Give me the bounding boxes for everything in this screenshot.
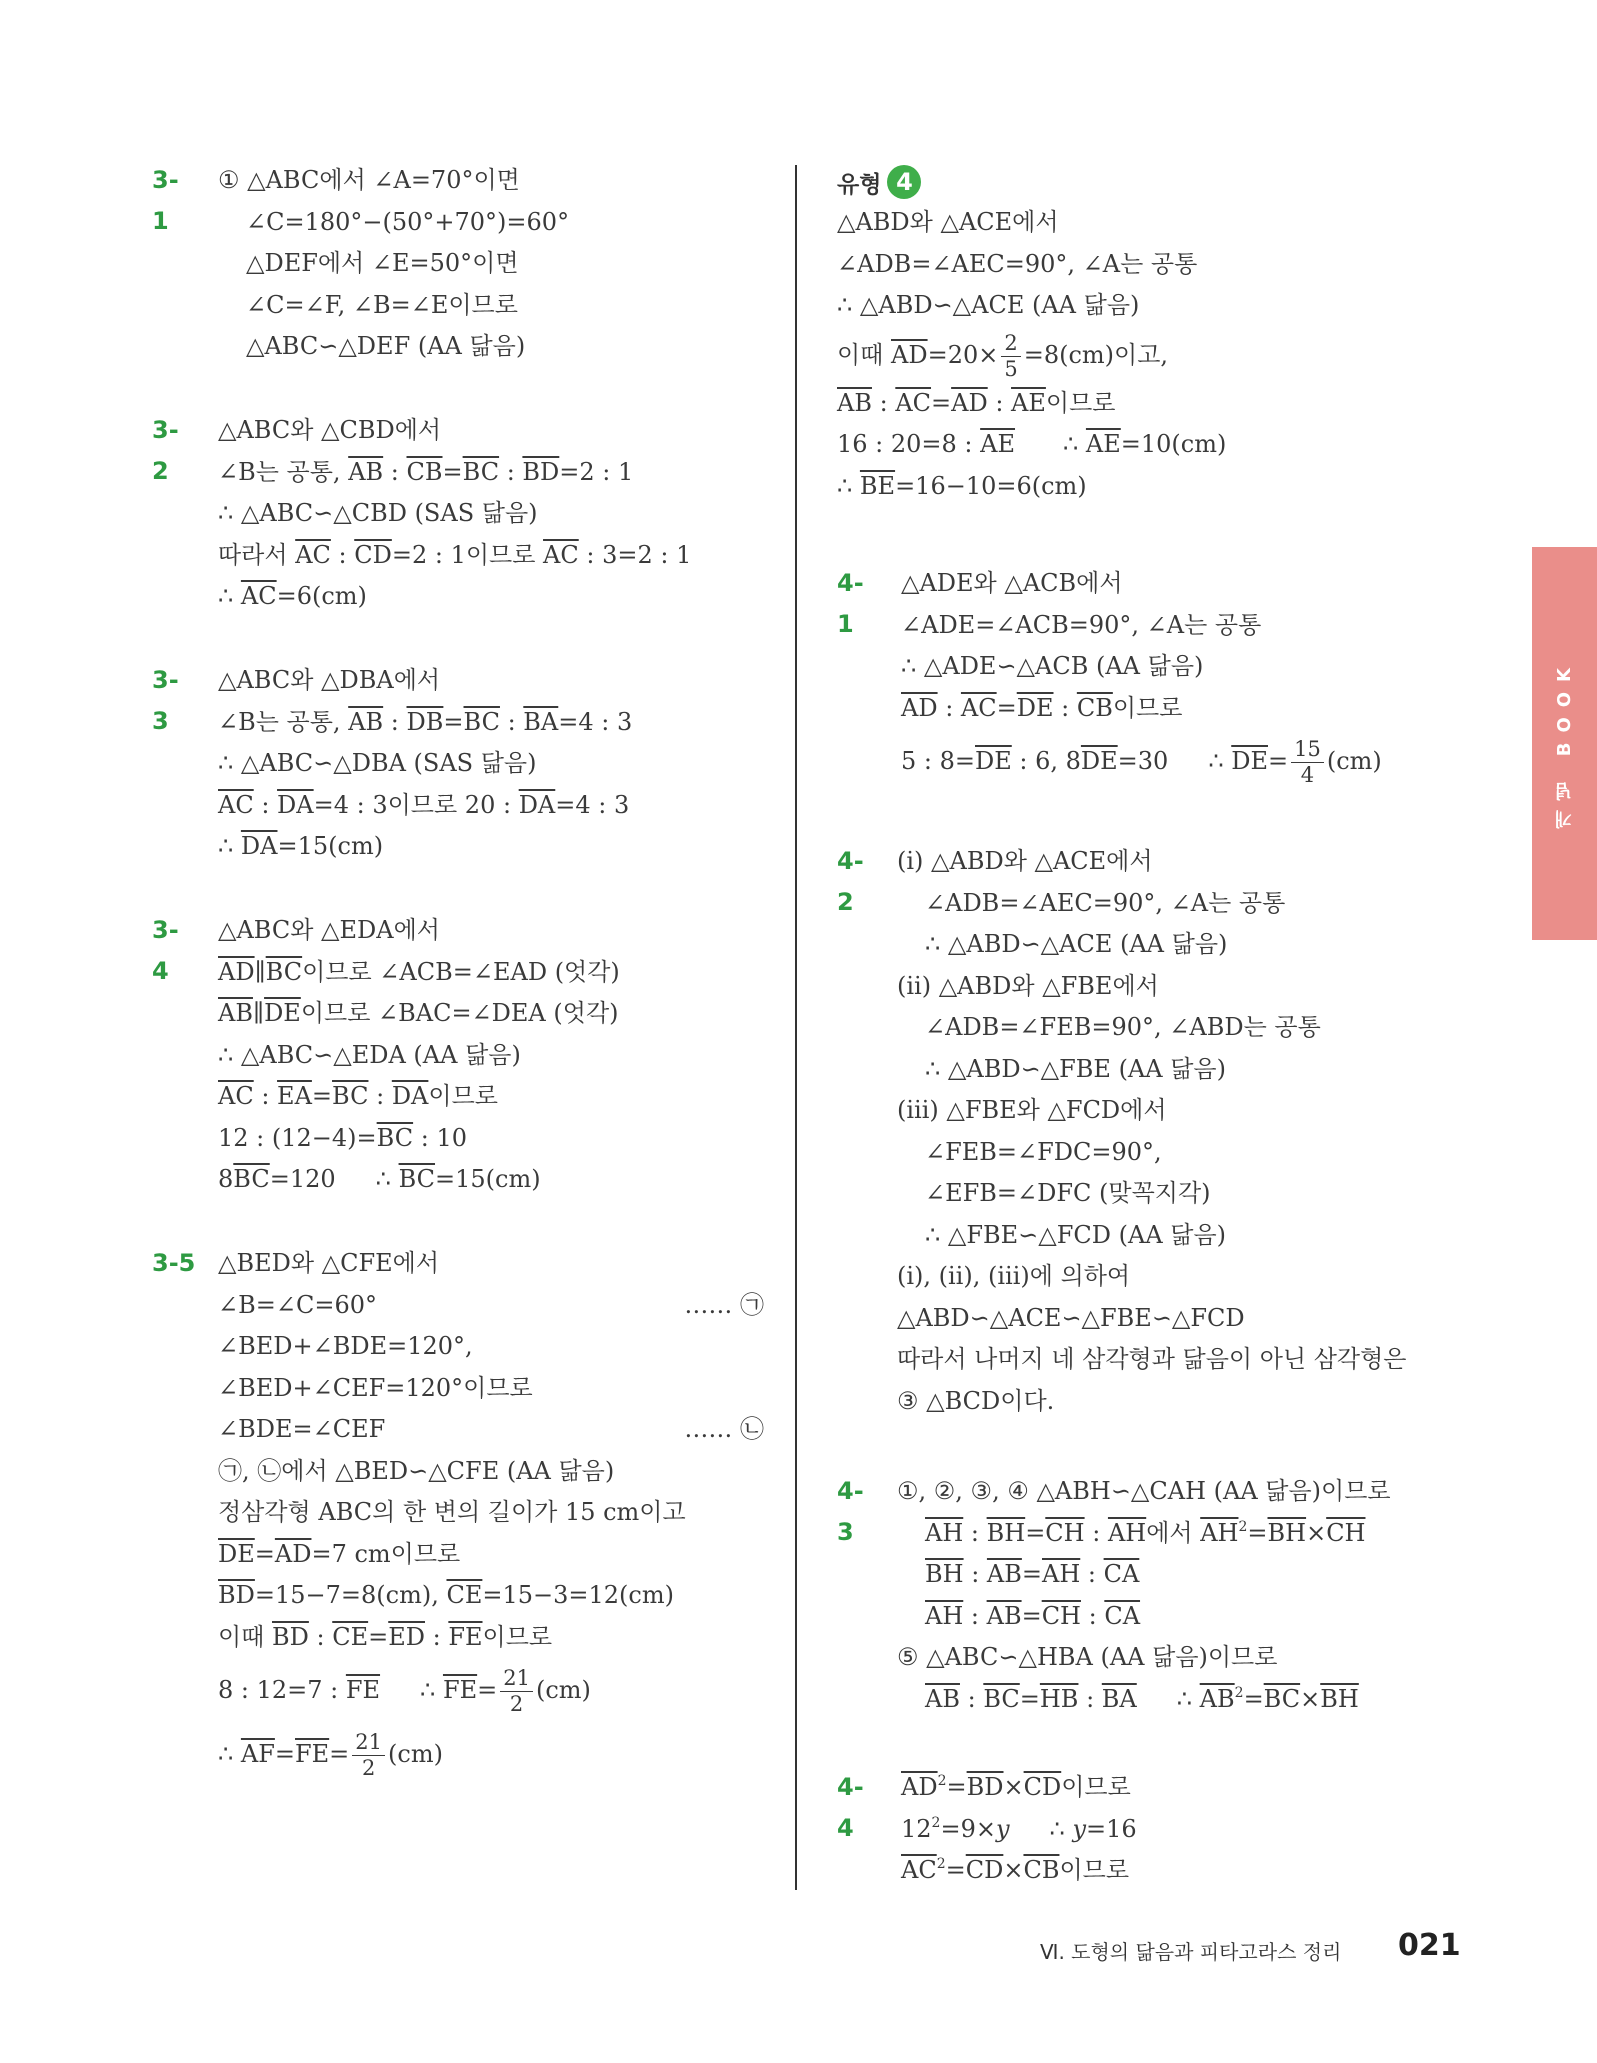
solution-line: ∴ △ADE∽△ACB (AA 닮음) bbox=[901, 652, 1204, 680]
text: =2 : 1이므로 bbox=[391, 540, 544, 569]
segment: $\overline{BC}$ bbox=[265, 957, 303, 986]
solution-line: ∠ADB=∠AEC=90°, ∠A는 공통 bbox=[837, 249, 1198, 278]
text: = bbox=[1019, 1684, 1040, 1713]
solution-line: ∴ △ABC∽△CBD (SAS 닮음) bbox=[218, 499, 538, 527]
text: (cm) bbox=[535, 1676, 591, 1704]
text: × bbox=[1300, 1684, 1321, 1713]
segment: $\overline{AD}$ bbox=[901, 693, 938, 722]
segment: $\overline{CB}$ bbox=[1076, 693, 1113, 722]
segment: $\overline{DE}$ bbox=[1080, 747, 1118, 775]
page-number: 021 bbox=[1398, 1928, 1461, 1963]
side-tab-label: 개념 BOOK bbox=[1553, 658, 1575, 829]
text: = bbox=[931, 388, 952, 417]
text: = bbox=[1021, 1601, 1042, 1630]
solution-line: ① △ABC에서 ∠A=70°이면 bbox=[218, 166, 520, 194]
segment: $\overline{AB}$ bbox=[925, 1684, 960, 1713]
text: =10(cm) bbox=[1120, 430, 1227, 458]
segment: $\overline{BH}$ bbox=[1267, 1518, 1307, 1547]
text: =20× bbox=[927, 340, 999, 369]
solution-line bbox=[897, 1596, 1391, 1638]
segment: $\overline{AC}$ bbox=[240, 582, 277, 610]
text: : bbox=[253, 790, 278, 819]
text: : bbox=[963, 1601, 987, 1630]
segment: $\overline{AE}$ bbox=[1085, 430, 1121, 458]
text: : bbox=[383, 707, 407, 736]
solution-line: (ⅲ) △FBE와 △FCD에서 bbox=[897, 1096, 1167, 1124]
text: : bbox=[987, 388, 1012, 417]
segment: $\overline{AD}$ bbox=[901, 1773, 938, 1801]
segment: $\overline{AC}$ bbox=[901, 1856, 937, 1884]
text: × bbox=[1306, 1518, 1327, 1547]
text: = bbox=[1268, 747, 1289, 775]
segment: $\overline{BD}$ bbox=[966, 1773, 1004, 1801]
solution-line bbox=[837, 466, 1226, 508]
column-divider bbox=[795, 165, 797, 1890]
segment: $\overline{CE}$ bbox=[446, 1581, 483, 1609]
segment: $\overline{AC}$ bbox=[960, 693, 997, 722]
text: = bbox=[442, 457, 463, 486]
segment: $\overline{AC}$ bbox=[295, 540, 331, 569]
solution-line bbox=[218, 1534, 764, 1576]
segment: $\overline{DA}$ bbox=[518, 790, 556, 819]
fraction bbox=[1001, 330, 1020, 381]
text: =15−7=8(cm), bbox=[254, 1581, 447, 1609]
segment: $\overline{BC}$ bbox=[983, 1684, 1020, 1713]
segment: $\overline{BH}$ bbox=[1320, 1684, 1359, 1713]
segment: $\overline{BA}$ bbox=[1101, 1684, 1137, 1713]
solution-line bbox=[218, 1409, 764, 1451]
text: 이때 bbox=[837, 340, 891, 369]
segment: $\overline{AD}$ bbox=[218, 957, 255, 986]
segment: $\overline{CD}$ bbox=[965, 1856, 1004, 1884]
text: : bbox=[330, 540, 355, 569]
text: (cm) bbox=[1326, 747, 1382, 775]
text: = bbox=[1025, 1518, 1046, 1547]
segment: $\overline{AE}$ bbox=[1011, 388, 1046, 417]
segment: $\overline{CD}$ bbox=[1023, 1773, 1062, 1801]
problem-number: 3-5 bbox=[152, 1249, 196, 1277]
text: =16 bbox=[1086, 1814, 1137, 1843]
segment: $\overline{CD}$ bbox=[354, 540, 392, 569]
segment: $\overline{AB}$ bbox=[348, 707, 384, 736]
exponent: 2 bbox=[1234, 1684, 1244, 1701]
exponent: 2 bbox=[1238, 1518, 1248, 1535]
text: 8 bbox=[218, 1165, 234, 1193]
text: 5 : 8= bbox=[901, 747, 975, 775]
segment: $\overline{BC}$ bbox=[376, 1123, 414, 1152]
numerator: 2 bbox=[1001, 333, 1020, 357]
exponent: 2 bbox=[936, 1856, 946, 1872]
solution-line: ∴ △ABD∽△FBE (AA 닮음) bbox=[925, 1054, 1226, 1083]
numerator: 21 bbox=[500, 1668, 533, 1692]
problem-number: 3-2 bbox=[152, 416, 179, 485]
segment: $\overline{EA}$ bbox=[277, 1082, 312, 1110]
solution-line: ∴ △ABC∽△EDA (AA 닮음) bbox=[218, 1040, 521, 1069]
solution-line bbox=[218, 826, 632, 868]
text: : bbox=[1080, 1601, 1105, 1630]
segment: $\overline{DE}$ bbox=[1016, 693, 1054, 722]
segment: $\overline{FE}$ bbox=[448, 1622, 483, 1651]
text: =15−3=12(cm) bbox=[482, 1581, 674, 1609]
segment: $\overline{BC}$ bbox=[398, 1165, 436, 1193]
equation-tag: …… ㉡ bbox=[684, 1415, 764, 1443]
text: : bbox=[871, 388, 896, 417]
text: ∴ bbox=[1176, 1684, 1200, 1713]
text: : bbox=[1084, 1518, 1108, 1547]
text: : 3=2 : 1 bbox=[578, 540, 692, 569]
text: ∠B는 공통, bbox=[218, 457, 349, 486]
segment: $\overline{CB}$ bbox=[1023, 1856, 1060, 1884]
text: ∠BDE=∠CEF bbox=[218, 1415, 386, 1443]
segment: $\overline{DE}$ bbox=[218, 1539, 255, 1568]
solution-line: ①, ②, ③, ④ △ABH∽△CAH (AA 닮음)이므로 bbox=[897, 1477, 1391, 1505]
segment: $\overline{CB}$ bbox=[406, 457, 443, 486]
denominator: 2 bbox=[509, 1692, 524, 1716]
segment: $\overline{AD}$ bbox=[891, 340, 928, 369]
text: = bbox=[329, 1740, 350, 1768]
denominator: 5 bbox=[1004, 356, 1018, 381]
solution-line bbox=[218, 1285, 764, 1327]
problem-number: 3-4 bbox=[152, 916, 179, 985]
solution-line: ∴ △ABD∽△ACE (AA 닮음) bbox=[837, 291, 1140, 319]
segment: $\overline{FE}$ bbox=[345, 1676, 381, 1704]
problem-number: 3-1 bbox=[152, 166, 179, 235]
text: =15(cm) bbox=[435, 1165, 541, 1193]
solution-line bbox=[218, 576, 691, 618]
variable: y bbox=[995, 1814, 1010, 1843]
segment: $\overline{DA}$ bbox=[240, 832, 278, 860]
solution-line bbox=[218, 535, 691, 577]
text: = bbox=[946, 1773, 967, 1801]
solution-line: △ABD∽△ACE∽△FBE∽△FCD bbox=[897, 1303, 1245, 1332]
text: =120 bbox=[269, 1165, 336, 1193]
segment: $\overline{AB}$ bbox=[218, 999, 253, 1027]
solution-line bbox=[218, 1575, 764, 1617]
text: : bbox=[1078, 1684, 1102, 1713]
solution-line: ③ △BCD이다. bbox=[897, 1386, 1055, 1415]
segment: $\overline{BD}$ bbox=[272, 1622, 309, 1651]
solution-line: ∠ADE=∠ACB=90°, ∠A는 공통 bbox=[901, 610, 1262, 639]
text: : bbox=[499, 707, 524, 736]
solution-line bbox=[218, 1726, 764, 1782]
text: 이므로 bbox=[428, 1082, 498, 1110]
segment: $\overline{DA}$ bbox=[391, 1082, 429, 1110]
text: : bbox=[383, 457, 407, 486]
segment: $\overline{CH}$ bbox=[1041, 1601, 1081, 1630]
fraction bbox=[500, 1668, 533, 1715]
solution-line bbox=[897, 1554, 1391, 1596]
segment: $\overline{DE}$ bbox=[264, 999, 301, 1027]
solution-line bbox=[218, 952, 620, 994]
segment: $\overline{AH}$ bbox=[925, 1518, 964, 1547]
segment: $\overline{BD}$ bbox=[522, 457, 560, 486]
variable: y bbox=[1072, 1814, 1086, 1843]
denominator: 4 bbox=[1300, 763, 1315, 787]
text: =8(cm)이고, bbox=[1023, 340, 1169, 369]
segment: $\overline{FE}$ bbox=[442, 1676, 478, 1704]
segment: $\overline{AC}$ bbox=[895, 388, 932, 417]
exponent: 2 bbox=[937, 1773, 947, 1789]
text: ∴ bbox=[837, 471, 860, 500]
type-label: 유형 bbox=[837, 171, 882, 198]
segment: $\overline{AB}$ bbox=[837, 388, 872, 417]
solution-line: △ABC와 △EDA에서 bbox=[218, 916, 440, 944]
solution-line: △ABC∽△DEF (AA 닮음) bbox=[246, 332, 526, 360]
solution-line: ∠BED+∠CEF=120°이므로 bbox=[218, 1373, 533, 1402]
solution-line bbox=[901, 1767, 1137, 1809]
solution-line bbox=[901, 1850, 1137, 1892]
problem-number: 3-3 bbox=[152, 666, 179, 735]
text: (cm) bbox=[388, 1740, 443, 1768]
segment: $\overline{CH}$ bbox=[1326, 1518, 1366, 1547]
solution-line: ∠BED+∠BDE=120°, bbox=[218, 1332, 473, 1360]
text: 따라서 bbox=[218, 540, 296, 569]
text: 이때 bbox=[218, 1622, 272, 1651]
text: 8 : 12=7 : bbox=[218, 1676, 346, 1704]
text: : bbox=[963, 1518, 987, 1547]
solution-line: △ABC와 △CBD에서 bbox=[218, 416, 442, 444]
segment: $\overline{AH}$ bbox=[1042, 1560, 1081, 1588]
segment: $\overline{DE}$ bbox=[975, 747, 1012, 775]
solution-line: ㉠, ㉡에서 △BED∽△CFE (AA 닮음) bbox=[218, 1456, 615, 1485]
segment: $\overline{AB}$ bbox=[986, 1601, 1022, 1630]
segment: $\overline{AD}$ bbox=[274, 1539, 312, 1568]
solution-line bbox=[837, 424, 1226, 466]
text: =30 bbox=[1117, 747, 1169, 775]
solution-line bbox=[837, 327, 1226, 383]
solution-line bbox=[218, 785, 632, 827]
text: 에서 bbox=[1146, 1518, 1201, 1547]
solution-line bbox=[218, 702, 632, 744]
denominator: 2 bbox=[361, 1756, 376, 1780]
text: = bbox=[996, 693, 1017, 722]
text: ∴ bbox=[218, 1740, 241, 1768]
numerator: 15 bbox=[1291, 739, 1324, 763]
text: : bbox=[959, 1684, 984, 1713]
segment: $\overline{BH}$ bbox=[986, 1518, 1026, 1547]
text: : bbox=[499, 457, 523, 486]
solution-line: ∠EFB=∠DFC (맞꼭지각) bbox=[925, 1179, 1211, 1207]
problem-number: 4-3 bbox=[837, 1477, 864, 1546]
solution-line: ∴ △ABC∽△DBA (SAS 닮음) bbox=[218, 749, 537, 777]
segment: $\overline{CE}$ bbox=[332, 1622, 369, 1651]
segment: $\overline{DE}$ bbox=[1231, 747, 1268, 775]
text: =4 : 3이므로 20 : bbox=[313, 790, 519, 819]
text: : bbox=[1080, 1560, 1104, 1588]
text: : 10 bbox=[413, 1123, 467, 1152]
segment: $\overline{BC}$ bbox=[1263, 1684, 1301, 1713]
segment: $\overline{AC}$ bbox=[543, 540, 579, 569]
solution-line bbox=[897, 1679, 1391, 1721]
text: : bbox=[253, 1082, 278, 1110]
side-tab-concept-book bbox=[1532, 547, 1597, 940]
segment: $\overline{AH}$ bbox=[1107, 1518, 1147, 1547]
text: =6(cm) bbox=[276, 582, 367, 610]
text: =7 cm이므로 bbox=[311, 1539, 461, 1568]
solution-line bbox=[218, 1159, 620, 1201]
text: = bbox=[945, 1856, 966, 1884]
segment: $\overline{AB}$ bbox=[1199, 1684, 1235, 1713]
segment: $\overline{AC}$ bbox=[218, 790, 254, 819]
segment: $\overline{AB}$ bbox=[986, 1560, 1022, 1588]
segment: $\overline{CH}$ bbox=[1045, 1518, 1085, 1547]
problem-number: 4-2 bbox=[837, 847, 864, 916]
solution-line bbox=[901, 733, 1382, 789]
text: : bbox=[1053, 693, 1077, 722]
text: = bbox=[254, 1539, 275, 1568]
text: =9× bbox=[940, 1814, 996, 1843]
exponent: 2 bbox=[931, 1814, 941, 1831]
footer-chapter-title: Ⅵ. 도형의 닮음과 피타고라스 정리 bbox=[1040, 1940, 1342, 1964]
text: = bbox=[443, 707, 464, 736]
solution-line bbox=[837, 383, 1226, 425]
text: =4 : 3 bbox=[558, 707, 633, 736]
solution-line: ∠FEB=∠FDC=90°, bbox=[925, 1137, 1162, 1166]
text: =15(cm) bbox=[277, 832, 384, 860]
solution-line bbox=[901, 1809, 1137, 1851]
text: = bbox=[1021, 1560, 1042, 1588]
text: 12 bbox=[901, 1814, 932, 1843]
text: : bbox=[425, 1622, 449, 1651]
segment: $\overline{CA}$ bbox=[1103, 1560, 1140, 1588]
solution-line: (ⅱ) △ABD와 △FBE에서 bbox=[897, 971, 1159, 1000]
solution-line bbox=[218, 1662, 764, 1718]
segment: $\overline{BD}$ bbox=[218, 1581, 255, 1609]
segment: $\overline{DB}$ bbox=[406, 707, 444, 736]
type-number-badge: 4 bbox=[887, 165, 921, 199]
text: : bbox=[963, 1560, 987, 1588]
segment: $\overline{BC}$ bbox=[463, 707, 500, 736]
text: : bbox=[937, 693, 961, 722]
text: 16 : 20=8 : bbox=[837, 430, 981, 458]
text: =2 : 1 bbox=[559, 457, 634, 486]
text: 이므로 bbox=[482, 1622, 553, 1651]
solution-line: (ⅰ) △ABD와 △ACE에서 bbox=[897, 847, 1153, 875]
segment: $\overline{FE}$ bbox=[295, 1740, 330, 1768]
solution-line: △BED와 △CFE에서 bbox=[218, 1249, 440, 1277]
segment: $\overline{BC}$ bbox=[233, 1165, 270, 1193]
solution-line: △ABC와 △DBA에서 bbox=[218, 666, 441, 694]
text: ∴ bbox=[1063, 430, 1086, 458]
text: ∴ bbox=[1208, 747, 1232, 775]
text: : bbox=[308, 1622, 333, 1651]
solution-line: △DEF에서 ∠E=50°이면 bbox=[246, 249, 519, 277]
solution-line: ∠ADB=∠FEB=90°, ∠ABD는 공통 bbox=[925, 1013, 1321, 1041]
segment: $\overline{BE}$ bbox=[859, 471, 896, 500]
solution-line: ∠C=180°−(50°+70°)=60° bbox=[246, 207, 570, 236]
text: = bbox=[368, 1622, 389, 1651]
text: =4 : 3 bbox=[555, 790, 630, 819]
text: × bbox=[1003, 1856, 1024, 1884]
text: 이므로 bbox=[1059, 1856, 1130, 1884]
text: 이므로 ∠ACB=∠EAD (엇각) bbox=[302, 957, 620, 986]
equation-tag: …… ㉠ bbox=[684, 1290, 764, 1319]
text: 이므로 ∠BAC=∠DEA (엇각) bbox=[300, 999, 619, 1027]
text: ∴ bbox=[218, 832, 241, 860]
text: 이므로 bbox=[1112, 693, 1183, 722]
segment: $\overline{AE}$ bbox=[980, 430, 1016, 458]
text: ∴ bbox=[420, 1676, 443, 1704]
text: = bbox=[477, 1676, 498, 1704]
segment: $\overline{DA}$ bbox=[277, 790, 314, 819]
solution-line: ⑤ △ABC∽△HBA (AA 닮음)이므로 bbox=[897, 1643, 1278, 1671]
text: 12 : (12−4)= bbox=[218, 1123, 377, 1152]
segment: $\overline{AH}$ bbox=[925, 1601, 964, 1630]
segment: $\overline{HB}$ bbox=[1039, 1684, 1079, 1713]
solution-line: ∴ △FBE∽△FCD (AA 닮음) bbox=[925, 1220, 1227, 1249]
text: : bbox=[368, 1082, 392, 1110]
solution-line: ∠C=∠F, ∠B=∠E이므로 bbox=[246, 290, 518, 319]
solution-line: ∴ △ABD∽△ACE (AA 닮음) bbox=[925, 930, 1228, 958]
solution-line: 따라서 나머지 네 삼각형과 닮음이 아닌 삼각형은 bbox=[897, 1345, 1407, 1373]
segment: $\overline{ED}$ bbox=[388, 1622, 425, 1651]
text: =16−10=6(cm) bbox=[895, 471, 1087, 500]
segment: $\overline{AB}$ bbox=[348, 457, 384, 486]
solution-line bbox=[218, 452, 691, 494]
fraction bbox=[1291, 739, 1324, 786]
text: = bbox=[274, 1740, 295, 1768]
text: ∴ bbox=[218, 582, 241, 610]
text: ∠B=∠C=60° bbox=[218, 1290, 377, 1319]
solution-line: ∠ADB=∠AEC=90°, ∠A는 공통 bbox=[925, 888, 1286, 917]
segment: $\overline{AD}$ bbox=[951, 388, 988, 417]
solution-line bbox=[218, 1617, 764, 1659]
text: 이므로 bbox=[1061, 1773, 1131, 1801]
problem-number: 4-1 bbox=[837, 569, 864, 638]
solution-line bbox=[218, 1118, 620, 1160]
text: = bbox=[311, 1082, 333, 1110]
segment: $\overline{AH}$ bbox=[1200, 1518, 1239, 1547]
text: ∴ bbox=[1049, 1814, 1073, 1843]
problem-number: 4-4 bbox=[837, 1773, 864, 1842]
text: = bbox=[1243, 1684, 1264, 1713]
solution-line bbox=[218, 993, 620, 1035]
text: ∥ bbox=[252, 999, 265, 1027]
segment: $\overline{BC}$ bbox=[462, 457, 500, 486]
solution-line bbox=[897, 1513, 1391, 1555]
text: × bbox=[1003, 1773, 1024, 1801]
numerator: 21 bbox=[352, 1732, 385, 1756]
text: ∥ bbox=[254, 957, 266, 986]
solution-line: △ADE와 △ACB에서 bbox=[901, 569, 1123, 597]
segment: $\overline{BH}$ bbox=[925, 1560, 964, 1588]
text: ∴ bbox=[375, 1165, 399, 1193]
segment: $\overline{AF}$ bbox=[240, 1740, 275, 1768]
type-header bbox=[837, 162, 921, 202]
solution-line: 정삼각형 ABC의 한 변의 길이가 15 cm이고 bbox=[218, 1498, 686, 1526]
solution-line bbox=[218, 1076, 620, 1118]
segment: $\overline{BA}$ bbox=[523, 707, 559, 736]
text: = bbox=[1247, 1518, 1268, 1547]
text: : 6, 8 bbox=[1011, 747, 1081, 775]
solution-line: △ABD와 △ACE에서 bbox=[837, 208, 1059, 236]
segment: $\overline{AC}$ bbox=[218, 1082, 254, 1110]
fraction bbox=[352, 1732, 385, 1779]
solution-line bbox=[901, 688, 1382, 730]
solution-line: (ⅰ), (ⅱ), (ⅲ)에 의하여 bbox=[897, 1262, 1131, 1290]
text: ∠B는 공통, bbox=[218, 707, 349, 736]
segment: $\overline{BC}$ bbox=[332, 1082, 369, 1110]
text: 이므로 bbox=[1045, 388, 1116, 417]
segment: $\overline{CA}$ bbox=[1104, 1601, 1141, 1630]
